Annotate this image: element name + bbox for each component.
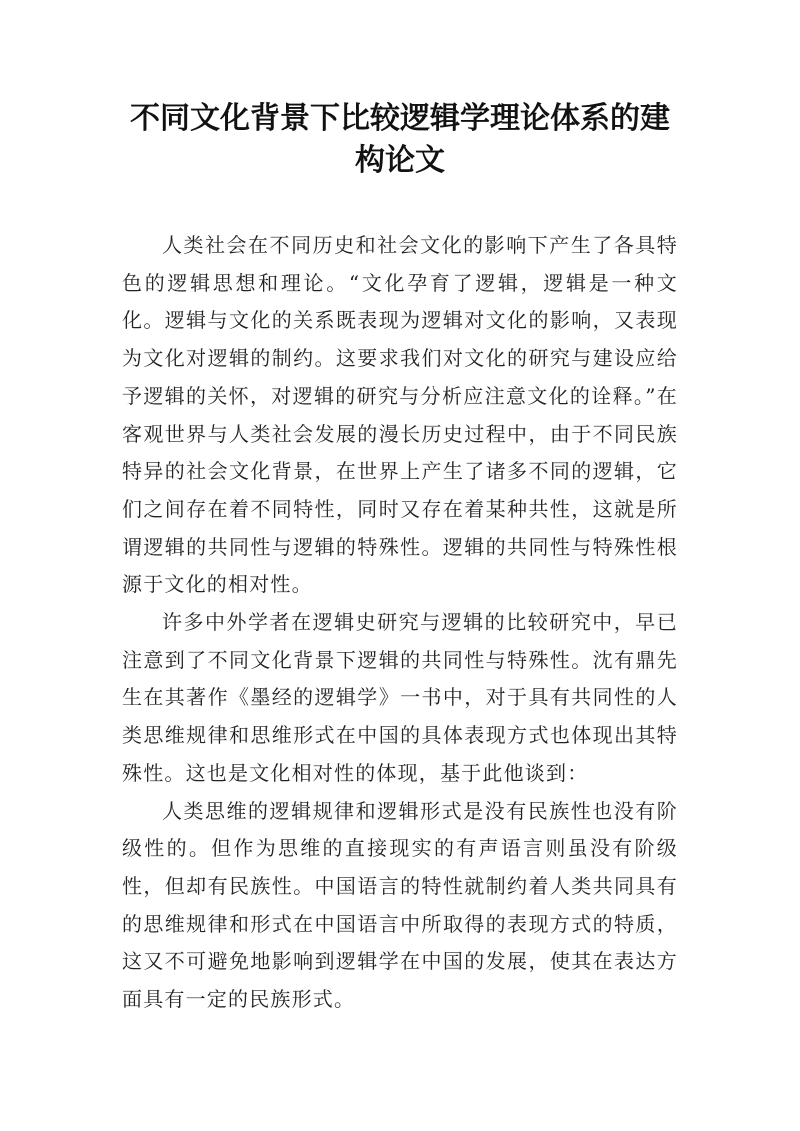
document-title: [122, 0, 678, 182]
document-page: [122, 0, 678, 1019]
title-line-1: 不同文化背景下比较逻辑学理论体系的建: [130, 101, 670, 136]
paragraph: 人类社会在不同历史和社会文化的影响下产生了各具特色的逻辑思想和理论。“文化孕育了逻辑，逻辑是一种文化。逻辑与文化的关系既表现为逻辑对文化的影响，又表现为文化对逻辑的制约。这要求我们对文化的研究与建设应给予逻辑的关怀，对逻辑的研究与分析应注意文化的诠释。”在客观世界与人类社会发展的漫长历史过程中，由于不同民族特异的社会文化背景，在世界上产生了诸多不同的逻辑，它们之间存在着不同特性，同时又存在着某种共性，这就是所谓逻辑的共同性与逻辑的特殊性。逻辑的共同性与特殊性根源于文化的相对性。: [122, 233, 678, 597]
title-line-2: 构论文: [355, 143, 445, 178]
paragraph: 许多中外学者在逻辑史研究与逻辑的比较研究中，早已注意到了不同文化背景下逻辑的共同性与特殊性。沈有鼎先生在其著作《墨经的逻辑学》一书中，对于具有共同性的人类思维规律和思维形式在中国的具体表现方式也体现出其特殊性。这也是文化相对性的体现，基于此他谈到：: [122, 610, 678, 785]
document-body: [122, 227, 678, 1019]
paragraph: 人类思维的逻辑规律和逻辑形式是没有民族性也没有阶级性的。但作为思维的直接现实的有声语言则虽没有阶级性，但却有民族性。中国语言的特性就制约着人类共同具有的思维规律和形式在中国语言中所取得的表现方式的特质，这又不可避免地影响到逻辑学在中国的发展，使其在表达方面具有一定的民族形式。: [122, 798, 678, 1012]
